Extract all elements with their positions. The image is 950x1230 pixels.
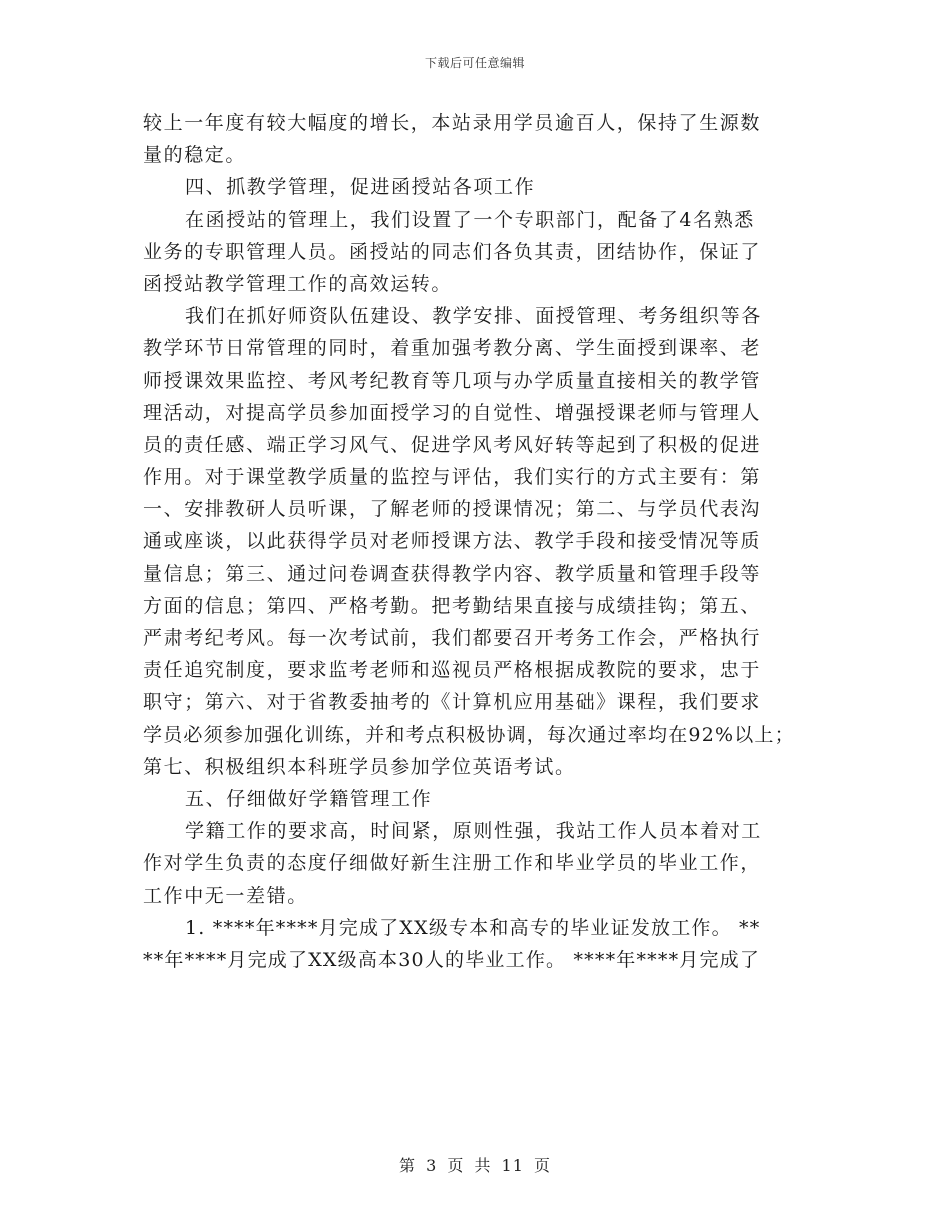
text-line: 员的责任感、端正学习风气、促进学风考风好转等起到了积极的促进 bbox=[143, 433, 762, 456]
section-heading: 四、抓教学管理，促进函授站各项工作 bbox=[185, 176, 536, 199]
text-line: 严肃考纪考风。每一次考试前，我们都要召开考务工作会，严格执行 bbox=[143, 627, 762, 649]
text-line: 责任追究制度，要求监考老师和巡视员严格根据成教院的要求，忠于 bbox=[143, 659, 762, 682]
text-line: 业务的专职管理人员。函授站的同志们各负其责，团结协作，保证了 bbox=[143, 240, 762, 263]
text-line: 一、安排教研人员听课，了解老师的授课情况；第二、与学员代表沟 bbox=[143, 498, 762, 521]
text-line: 第七、积极组织本科班学员参加学位英语考试。 bbox=[143, 755, 576, 778]
text-line: **年****月完成了XX级高本30人的毕业工作。 ****年****月完成了 bbox=[143, 948, 761, 971]
page-header: 下载后可任意编辑 bbox=[424, 56, 525, 70]
text-line: 教学环节日常管理的同时，着重加强考教分离、学生面授到课率、老 bbox=[143, 337, 762, 360]
text-line: 师授课效果监控、考风考纪教育等几项与办学质量直接相关的教学管 bbox=[143, 369, 762, 392]
text-line: 量信息；第三、通过问卷调查获得教学内容、教学质量和管理手段等 bbox=[143, 562, 762, 585]
text-line: 1. ****年****月完成了XX级专本和高专的毕业证发放工作。 ** bbox=[185, 916, 761, 939]
document-body bbox=[143, 107, 813, 976]
text-line: 作用。对于课堂教学质量的监控与评估，我们实行的方式主要有：第 bbox=[143, 466, 762, 489]
section-heading: 五、仔细做好学籍管理工作 bbox=[185, 787, 433, 810]
text-line: 方面的信息；第四、严格考勤。把考勤结果直接与成绩挂钩；第五、 bbox=[143, 594, 762, 617]
text-line: 函授站教学管理工作的高效运转。 bbox=[143, 272, 453, 295]
text-line: 我们在抓好师资队伍建设、教学安排、面授管理、考务组织等各 bbox=[185, 305, 762, 328]
text-line: 理活动，对提高学员参加面授学习的自觉性、增强授课老师与管理人 bbox=[143, 401, 762, 424]
text-line: 学员必须参加强化训练，并和考点积极协调，每次通过率均在92%以上； bbox=[143, 723, 795, 746]
text-line: 学籍工作的要求高，时间紧，原则性强，我站工作人员本着对工 bbox=[185, 820, 762, 843]
text-line: 工作中无一差错。 bbox=[143, 884, 308, 907]
text-line: 较上一年度有较大幅度的增长，本站录用学员逾百人，保持了生源数 bbox=[143, 112, 762, 134]
text-line: 通或座谈，以此获得学员对老师授课方法、教学手段和接受情况等质 bbox=[143, 530, 762, 553]
text-line: 作对学生负责的态度仔细做好新生注册工作和毕业学员的毕业工作， bbox=[143, 852, 762, 875]
page-footer: 第 3 页 共 11 页 bbox=[399, 1156, 551, 1175]
text-line: 在函授站的管理上，我们设置了一个专职部门，配备了4名熟悉 bbox=[185, 208, 755, 231]
text-line: 职守；第六、对于省教委抽考的《计算机应用基础》课程，我们要求 bbox=[143, 691, 762, 714]
text-line: 量的稳定。 bbox=[143, 144, 247, 167]
